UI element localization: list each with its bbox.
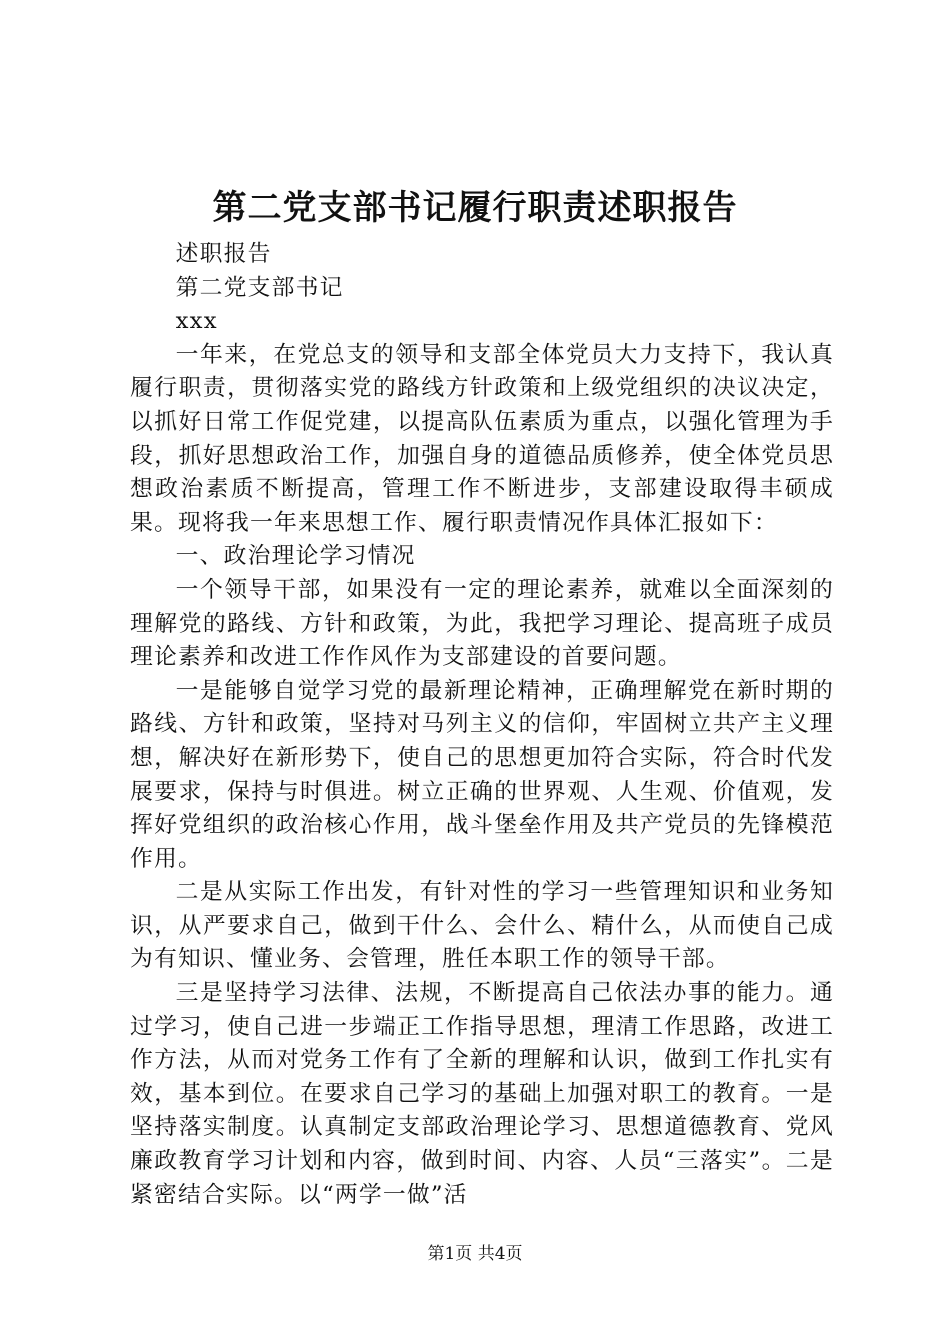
document-body xyxy=(130,238,834,1212)
paragraph-author-role: 第二党支部书记 xyxy=(175,274,344,301)
paragraph-point-2: 二是从实际工作出发，有针对性的学习一些管理知识和业务知识，从严要求自己，做到干什么、会什么、精什么，从而使自己成为有知识、懂业务、会管理，胜任本职工作的领导干部。 xyxy=(130,879,834,973)
paragraph-report-label: 述职报告 xyxy=(175,241,272,267)
paragraph-theory: 一个领导干部，如果没有一定的理论素养，就难以全面深刻的理解党的路线、方针和政策，为此，我把学习理论、提高班子成员理论素养和改进工作作风作为支部建设的首要问题。 xyxy=(130,576,834,671)
page-footer: 第1页 共4页 xyxy=(427,1244,523,1264)
document-title: 第二党支部书记履行职责述职报告 xyxy=(212,188,738,228)
section-heading-1: 一、政治理论学习情况 xyxy=(175,543,416,570)
paragraph-point-1: 一是能够自觉学习党的最新理论精神，正确理解党在新时期的路线、方针和政策，坚持对马列主义的信仰，牢固树立共产主义理想，解决好在新形势下，使自己的思想更加符合实际，符合时代发展要求，保持与时俱进。树立正确的世界观、人生观、价值观，发挥好党组织的政治核心作用，战斗堡垒作用及共产党员的先锋模范作用。 xyxy=(130,677,834,872)
paragraph-intro: 一年来，在党总支的领导和支部全体党员大力支持下，我认真履行职责，贯彻落实党的路线方针政策和上级党组织的决议决定，以抓好日常工作促党建，以提高队伍素质为重点，以强化管理为手段，抓好思想政治工作，加强自身的道德品质修养，使全体党员思想政治素质不断提高，管理工作不断进步，支部建设取得丰硕成果。现将我一年来思想工作、履行职责情况作具体汇报如下： xyxy=(130,341,834,536)
paragraph-author-name: xxx xyxy=(175,308,218,335)
paragraph-point-3: 三是坚持学习法律、法规，不断提高自己依法办事的能力。通过学习，使自己进一步端正工作指导思想，理清工作思路，改进工作方法，从而对党务工作有了全新的理解和认识，做到工作扎实有效，基本到位。在要求自己学习的基础上加强对职工的教育。一是坚持落实制度。认真制定支部政治理论学习、思想道德教育、党风廉政教育学习计划和内容，做到时间、内容、人员“三落实”。二是紧密结合实际。以“两学一做”活 xyxy=(130,980,834,1208)
